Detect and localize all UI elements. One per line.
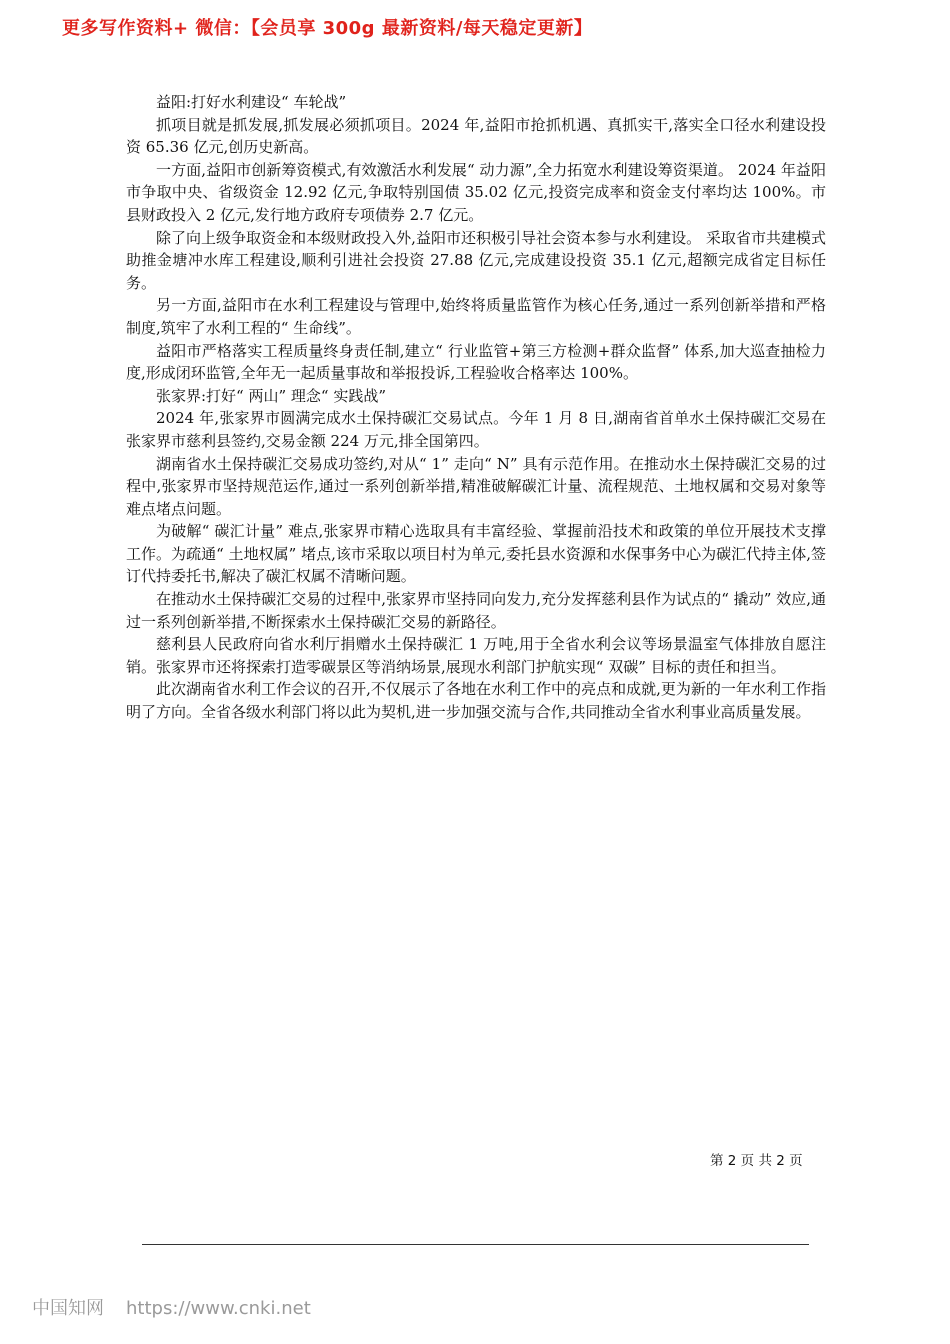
- paragraph: 在推动水土保持碳汇交易的过程中,张家界市坚持同向发力,充分发挥慈利县作为试点的“ 撬动” 效应,通过一系列创新举措,不断探索水土保持碳汇交易的新路径。: [126, 590, 826, 631]
- paragraph: 一方面,益阳市创新筹资模式,有效激活水利发展“ 动力源”,全力拓宽水利建设筹资渠道。 2024 年益阳市争取中央、省级资金 12.92 亿元,争取特别国债 35.02 亿元,投资完成率和资金支付率均达 100%。市县财政投入 2 亿元,发行地方政府专项债券 2.7 亿元。: [126, 160, 826, 224]
- article-body: [126, 91, 826, 724]
- paragraph: 2024 年,张家界市圆满完成水土保持碳汇交易试点。今年 1 月 8 日,湖南省首单水土保持碳汇交易在张家界市慈利县签约,交易金额 224 万元,排全国第四。: [126, 409, 826, 450]
- promo-banner: 更多写作资料+ 微信：【会员享 300g 最新资料/每天稳定更新】: [62, 18, 593, 39]
- cnki-watermark: [32, 1294, 311, 1320]
- paragraph: 抓项目就是抓发展,抓发展必须抓项目。2024 年,益阳市抢抓机遇、真抓实干,落实全口径水利建设投资 65.36 亿元,创历史新高。: [126, 115, 826, 157]
- paragraph: 除了向上级争取资金和本级财政投入外,益阳市还积极引导社会资本参与水利建设。 采取省市共建模式助推金塘冲水库工程建设,顺利引进社会投资 27.88 亿元,完成建设投资 35.1 亿元,超额完成省定目标任务。: [126, 228, 826, 292]
- paragraph: 此次湖南省水利工作会议的召开,不仅展示了各地在水利工作中的亮点和成就,更为新的一年水利工作指明了方向。全省各级水利部门将以此为契机,进一步加强交流与合作,共同推动全省水利事业高质量发展。: [126, 680, 826, 722]
- section-heading-zhangjiajie: 张家界:打好“ 两山” 理念“ 实践战”: [156, 386, 387, 405]
- paragraph: 慈利县人民政府向省水利厅捐赠水土保持碳汇 1 万吨,用于全省水利会议等场景温室气体排放自愿注销。张家界市还将探索打造零碳景区等消纳场景,展现水利部门护航实现“ 双碳” 目标的责任和担当。: [126, 635, 826, 676]
- page-number: 第 2 页 共 2 页: [710, 1153, 803, 1169]
- watermark-logo-text: 中国知网: [32, 1298, 104, 1319]
- paragraph: 为破解“ 碳汇计量” 难点,张家界市精心选取具有丰富经验、掌握前沿技术和政策的单位开展技术支撑工作。为疏通“ 土地权属” 堵点,该市采取以项目村为单元,委托县水资源和水保事务中心为碳汇代持主体,签订代持委托书,解决了碳汇权属不清晰问题。: [126, 522, 826, 586]
- section-heading-yiyang: 益阳:打好水利建设“ 车轮战”: [156, 93, 347, 111]
- paragraph: 益阳市严格落实工程质量终身责任制,建立“ 行业监管+第三方检测+群众监督” 体系,加大巡查抽检力度,形成闭环监管,全年无一起质量事故和举报投诉,工程验收合格率达 100%。: [126, 341, 826, 383]
- paragraph: 另一方面,益阳市在水利工程建设与管理中,始终将质量监管作为核心任务,通过一系列创新举措和严格制度,筑牢了水利工程的“ 生命线”。: [126, 296, 826, 337]
- paragraph: 湖南省水土保持碳汇交易成功签约,对从“ 1” 走向“ N” 具有示范作用。在推动水土保持碳汇交易的过程中,张家界市坚持规范运作,通过一系列创新举措,精准破解碳汇计量、流程规范、土地权属和交易对象等难点堵点问题。: [126, 454, 826, 518]
- footer-divider: [142, 1244, 809, 1245]
- watermark-url: https://www.cnki.net: [126, 1298, 311, 1319]
